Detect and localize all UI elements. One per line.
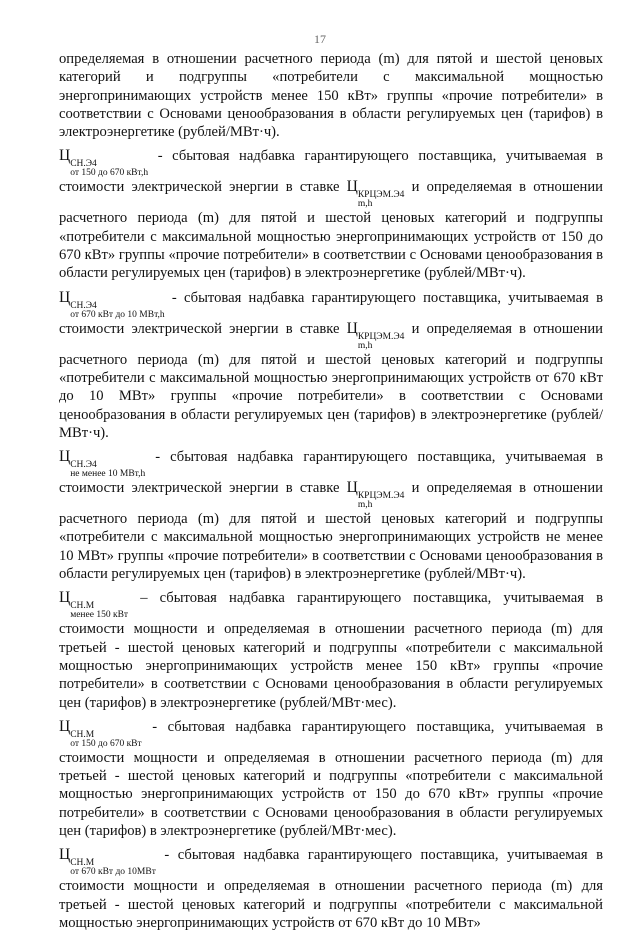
formula-symbol: Ц СН.М от 670 кВт до 10МВт [59, 846, 156, 878]
inline-formula-symbol: Ц КРЦЭМ.Э4 m,h [346, 178, 405, 210]
paragraph-power-under150: Ц СН.М менее 150 кВт – сбытовая надбавка гарантирующего поставщика, учитываемая в стоимости мощности и определяемая в отношении расчетного периода (m) для третьей - шестой ценовых категорий и подгруппы «потребители с максимальной мощностью энергопринимающих устройств менее 150 кВт» группы «прочие потребители» в соответствии с Основами ценообразования в области регулируемых цен (тарифов) в электроэнергетике (рублей/МВт·мес). [59, 589, 603, 711]
paragraph-power-150-670: Ц СН.М от 150 до 670 кВт - сбытовая надбавка гарантирующего поставщика, учитываемая в стоимости мощности и определяемая в отношении расчетного периода (m) для третьей - шестой ценовых категорий и подгруппы «потребители с максимальной мощностью энергопринимающих устройств от 150 до 670 кВт» группы «прочие потребители» в соответствии с Основами ценообразования в области регулируемых цен (тарифов) в электроэнергетике (рублей/МВт·мес). [59, 717, 603, 840]
paragraph-energy-150-670: Ц СН.Э4 от 150 до 670 кВт,h - сбытовая надбавка гарантирующего поставщика, учитываемая в стоимости электрической энергии в ставке Ц КРЦЭМ.Э4 m,h и определяемая в отношении расчетного периода (m) для пятой и шестой ценовых категорий и подгруппы «потребители с максимальной мощностью энергопринимающих устройств от 150 до 670 кВт» группы «прочие потребители» в соответствии с Основами ценообразования в области регулируемых цен (тарифов) в электроэнергетике (рублей/МВт·ч). [59, 147, 603, 282]
formula-symbol: Ц СН.М менее 150 кВт [59, 589, 129, 621]
formula-symbol: Ц СН.М от 150 до 670 кВт [59, 717, 142, 749]
document-body [59, 50, 603, 932]
inline-formula-symbol: Ц КРЦЭМ.Э4 m,h [346, 319, 405, 351]
paragraph-energy-670-10: Ц СН.Э4 от 670 кВт до 10 МВт,h - сбытовая надбавка гарантирующего поставщика, учитываемая в стоимости электрической энергии в ставке Ц КРЦЭМ.Э4 m,h и определяемая в отношении расчетного периода (m) для пятой и шестой ценовых категорий и подгруппы «потребители с максимальной мощностью энергопринимающих устройств от 670 кВт до 10 МВт» группы «прочие потребители» в соответствии с Основами ценообразования в области регулируемых цен (тарифов) в электроэнергетике (рублей/МВт·ч). [59, 288, 603, 441]
paragraph-continuation: определяемая в отношении расчетного периода (m) для пятой и шестой ценовых категорий и подгруппы «потребители с максимальной мощностью энергопринимающих устройств менее 150 кВт» группы «прочие потребители» в соответствии с Основами ценообразования в области регулируемых цен (тарифов) в электроэнергетике (рублей/МВт·ч). [59, 51, 603, 141]
paragraph-energy-10plus: Ц СН.Э4 не менее 10 МВт,h - сбытовая надбавка гарантирующего поставщика, учитываемая в стоимости электрической энергии в ставке Ц КРЦЭМ.Э4 m,h и определяемая в отношении расчетного периода (m) для пятой и шестой ценовых категорий и подгруппы «потребители с максимальной мощностью энергопринимающих устройств не менее 10 МВт» группы «прочие потребители» в соответствии с Основами ценообразования в области регулируемых цен (тарифов) в электроэнергетике (рублей/МВт·ч). [59, 448, 603, 583]
page-number: 17 [314, 32, 326, 46]
formula-symbol: Ц СН.Э4 от 670 кВт до 10 МВт,h [59, 288, 165, 320]
formula-symbol: Ц СН.Э4 от 150 до 670 кВт,h [59, 147, 149, 179]
paragraph-power-670-10: Ц СН.М от 670 кВт до 10МВт - сбытовая надбавка гарантирующего поставщика, учитываемая в стоимости мощности и определяемая в отношении расчетного периода (m) для третьей - шестой ценовых категорий и подгруппы «потребители с максимальной мощностью энергопринимающих устройств от 670 кВт до 10 МВт» [59, 846, 603, 931]
inline-formula-symbol: Ц КРЦЭМ.Э4 m,h [346, 479, 405, 511]
formula-symbol: Ц СН.Э4 не менее 10 МВт,h [59, 448, 146, 480]
